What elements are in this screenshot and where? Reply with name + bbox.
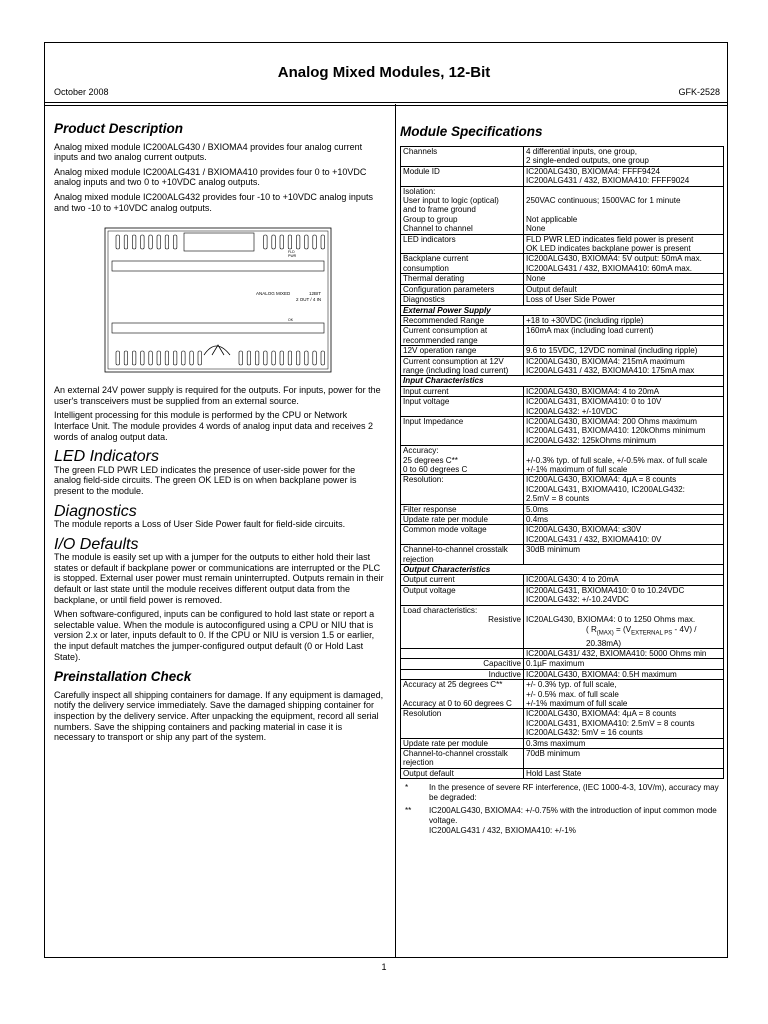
spec-label: Resolution: xyxy=(401,475,524,504)
spec-label: Configuration parameters xyxy=(401,284,524,294)
product-para-1: Analog mixed module IC200ALG430 / BXIOMA4 provides four analog current inputs and two analog current outputs. xyxy=(54,141,363,163)
spec-section-row xyxy=(401,305,724,315)
spec-label: Isolation: User input to logic (optical) and to frame ground Group to group Channel to channel xyxy=(401,186,524,234)
page-number: 1 xyxy=(381,962,387,972)
right-column xyxy=(400,124,726,839)
ok-label: OK xyxy=(288,318,294,323)
diagnostics-text: The module reports a Loss of User Side Power fault for field-side circuits. xyxy=(54,519,346,530)
spec-value-load: IC20ALG430, BXIOMA4: 0 to 1250 Ohms max. ( $R_{(MAX)} = (V_{EXTERNAL PS} - 4V) / 20.38mA$) xyxy=(524,605,724,648)
spec-value: 0.4ms xyxy=(524,515,724,525)
spec-row xyxy=(401,386,724,396)
spec-value: +18 to +30VDC (including ripple) xyxy=(524,315,724,325)
spec-row xyxy=(401,585,724,605)
spec-value: +/-0.3% typ. of full scale, +/-0.5% max. of full scale +/-1% maximum of full scale xyxy=(524,446,724,475)
spec-value: None xyxy=(524,274,724,284)
spec-label: Module ID xyxy=(401,166,524,186)
footnote-text: In the presence of severe RF interference, (IEC 1000-4-3, 10V/m), accuracy may be degraded: xyxy=(429,783,719,802)
inductive-value: IC200ALG430, BXIOMA4: 0.5H maximum xyxy=(524,669,724,679)
spec-label: Update rate per module xyxy=(401,515,524,525)
spec-row xyxy=(401,186,724,234)
spec-value: 9.6 to 15VDC, 12VDC nominal (including ripple) xyxy=(524,346,724,356)
spec-value: IC200ALG430, BXIOMA4: 4 to 20mA xyxy=(524,386,724,396)
spec-value: 250VAC continuous; 1500VAC for 1 minute Not applicable None xyxy=(524,186,724,234)
spec-label: Channel-to-channel crosstalk rejection xyxy=(401,748,524,768)
module-bits-label: 12BIT xyxy=(309,291,322,297)
spec-row xyxy=(401,284,724,294)
spec-label: Output current xyxy=(401,575,524,585)
spec-row xyxy=(401,166,724,186)
spec-label: Recommended Range xyxy=(401,315,524,325)
capacitive-value: 0.1µF maximum xyxy=(524,659,724,669)
footnote-text: IC200ALG430, BXIOMA4: +/-0.75% with the introduction of input common mode voltage. IC200ALG431 / 432, BXIOMA410: +/-1% xyxy=(429,806,717,835)
spec-value: IC200ALG431, BXIOMA410: 0 to 10.24VDC IC200ALG432: +/-10.24VDC xyxy=(524,585,724,605)
spec-value: Loss of User Side Power xyxy=(524,295,724,305)
doc-id: GFK-2528 xyxy=(678,87,720,97)
spec-row-inductive xyxy=(401,669,724,679)
spec-section-title: External Power Supply xyxy=(401,305,724,315)
io-para-1: The module is easily set up with a jumper for the outputs to either hold their last states or default if backplane power or communications are interrupted or the PLC is stopped. External user power must remain uninterrupted. Outputs remain in their default or last state until the module receives different output data from the backplane, or until field power is removed. xyxy=(54,552,384,605)
spec-row xyxy=(401,475,724,504)
spec-row xyxy=(401,768,724,778)
header-rule-2 xyxy=(44,105,728,106)
module-io-label: 2 OUT / 4 IN xyxy=(296,297,322,303)
doc-date: October 2008 xyxy=(54,87,109,97)
diagnostics-heading: Diagnostics xyxy=(54,502,137,520)
preinstall-heading: Preinstallation Check xyxy=(54,669,192,685)
spec-table xyxy=(400,146,724,779)
spec-label: Input Impedance xyxy=(401,416,524,445)
spec-label: Accuracy at 25 degrees C** Accuracy at 0 to 60 degrees C xyxy=(401,680,524,709)
footnote xyxy=(400,783,726,802)
spec-row xyxy=(401,356,724,376)
footnotes xyxy=(400,783,726,835)
spec-row xyxy=(401,346,724,356)
spec-value: 160mA max (including load current) xyxy=(524,326,724,346)
footnote-mark: ** xyxy=(405,806,412,816)
spec-row xyxy=(401,575,724,585)
capacitive-label: Capacitive xyxy=(483,659,521,669)
spec-row xyxy=(401,545,724,565)
spec-value: IC200ALG430, BXIOMA4: 4µA = 8 counts IC200ALG431, BXIOMA410, IC200ALG432: 2.5mV = 8 counts xyxy=(524,475,724,504)
spec-label: 12V operation range xyxy=(401,346,524,356)
spec-value: 30dB minimum xyxy=(524,545,724,565)
spec-value: IC200ALG430, BXIOMA4: 200 Ohms maximum IC200ALG431, BXIOMA410: 120kOhms minimum IC200ALG432: 125kOhms minimum xyxy=(524,416,724,445)
spec-row xyxy=(401,234,724,254)
footnote-mark: * xyxy=(405,783,409,793)
spec-label: Channels xyxy=(401,147,524,167)
spec-label: Update rate per module xyxy=(401,738,524,748)
spec-label: Resolution xyxy=(401,709,524,738)
spec-label: Common mode voltage xyxy=(401,525,524,545)
spec-label: LED indicators xyxy=(401,234,524,254)
spec-value: IC200ALG430: 4 to 20mA xyxy=(524,575,724,585)
spec-label: Current consumption at recommended range xyxy=(401,326,524,346)
left-column xyxy=(54,121,384,747)
io-para-2: When software-configured, inputs can be configured to hold last state or report a selectable value. When the module is autoconfigured using a CPU or NIU that is version 2.x or later, inputs default to 0. If the CPU or NIU is version 1.5 or earlier, the input default matches the jumper-configured output default (0 or Hold Last State). xyxy=(54,609,375,662)
spec-row xyxy=(401,147,724,167)
footnote xyxy=(400,806,726,835)
spec-section-title: Output Characteristics xyxy=(401,565,724,575)
spec-row-load-2 xyxy=(401,648,724,658)
power-para-2: Intelligent processing for this module is performed by the CPU or Network Interface Unit. The module provides 4 words of analog input data and receives 2 words of analog output data. xyxy=(54,410,374,442)
spec-value: 4 differential inputs, one group, 2 single-ended outputs, one group xyxy=(524,147,724,167)
spec-value: Hold Last State xyxy=(524,768,724,778)
spec-value: Output default xyxy=(524,284,724,294)
spec-row xyxy=(401,709,724,738)
spec-label: Thermal derating xyxy=(401,274,524,284)
resistive-label: Resistive xyxy=(488,615,521,625)
spec-label-load: Load characteristics: Resistive xyxy=(401,605,524,648)
spec-row-load xyxy=(401,605,724,648)
column-divider xyxy=(395,104,396,958)
led-heading: LED Indicators xyxy=(54,448,159,466)
spec-label: Accuracy: 25 degrees C** 0 to 60 degrees C xyxy=(401,446,524,475)
module-drawing xyxy=(104,227,332,373)
spec-value: IC200ALG430, BXIOMA4: 4µA = 8 counts IC200ALG431, BXIOMA410: 2.5mV = 8 counts IC200ALG432: 5mV = 16 counts xyxy=(524,709,724,738)
spec-row xyxy=(401,315,724,325)
resistive-formula: ( $R_{(MAX)} = (V_{EXTERNAL PS} - 4V) / 20.38mA$) xyxy=(586,624,697,648)
spec-value: 5.0ms xyxy=(524,504,724,514)
spec-section-row xyxy=(401,376,724,386)
spec-row xyxy=(401,680,724,709)
spec-row xyxy=(401,504,724,514)
spec-row xyxy=(401,397,724,417)
spec-row xyxy=(401,326,724,346)
product-para-2: Analog mixed module IC200ALG431 / BXIOMA410 provides four 0 to +10VDC analog inputs and two 0 to +10VDC analog outputs. xyxy=(54,166,367,188)
inductive-label: Inductive xyxy=(488,669,521,679)
spec-value: IC200ALG430, BXIOMA4: 215mA maximum IC200ALG431 / 432, BXIOMA410: 175mA max xyxy=(524,356,724,376)
spec-row xyxy=(401,515,724,525)
spec-value-load-2: IC200ALG431/ 432, BXIOMA410: 5000 Ohms min xyxy=(524,648,724,658)
fld-pwr-label: FLD PWR xyxy=(288,250,297,259)
spec-label: Backplane current consumption xyxy=(401,254,524,274)
spec-label: Current consumption at 12V range (including load current) xyxy=(401,356,524,376)
page-title: Analog Mixed Modules, 12-Bit xyxy=(277,64,491,81)
spec-label: Channel-to-channel crosstalk rejection xyxy=(401,545,524,565)
spec-row xyxy=(401,446,724,475)
spec-value: 0.3ms maximum xyxy=(524,738,724,748)
spec-section-title: Input Characteristics xyxy=(401,376,724,386)
spec-label: Diagnostics xyxy=(401,295,524,305)
module-name-label: ANALOG MIXED xyxy=(256,291,291,297)
header-rule xyxy=(44,102,728,103)
spec-row xyxy=(401,416,724,445)
spec-row-capacitive xyxy=(401,659,724,669)
spec-row xyxy=(401,748,724,768)
io-defaults-heading: I/O Defaults xyxy=(54,535,139,553)
module-illustration xyxy=(104,227,332,373)
product-heading: Product Description xyxy=(54,121,184,136)
spec-value: IC200ALG430, BXIOMA4: 5V output: 50mA max. IC200ALG431 / 432, BXIOMA410: 60mA max. xyxy=(524,254,724,274)
spec-value: +/- 0.3% typ. of full scale, +/- 0.5% max. of full scale +/-1% maximum of full scale xyxy=(524,680,724,709)
spec-label: Input voltage xyxy=(401,397,524,417)
spec-section-row xyxy=(401,565,724,575)
spec-heading: Module Specifications xyxy=(400,124,543,139)
spec-row xyxy=(401,274,724,284)
spec-value: IC200ALG430, BXIOMA4: ≤30V IC200ALG431 / 432, BXIOMA410: 0V xyxy=(524,525,724,545)
spec-value: 70dB minimum xyxy=(524,748,724,768)
led-text: The green FLD PWR LED indicates the presence of user-side power for the analog field-side circuits. The green OK LED is on when backplane power is present to the module. xyxy=(54,464,357,496)
spec-label: Output voltage xyxy=(401,585,524,605)
spec-value: FLD PWR LED indicates field power is present OK LED indicates backplane power is present xyxy=(524,234,724,254)
spec-row xyxy=(401,295,724,305)
spec-label: Input current xyxy=(401,386,524,396)
spec-label: Output default xyxy=(401,768,524,778)
product-para-3: Analog mixed module IC200ALG432 provides four -10 to +10VDC analog inputs and two -10 to +10VDC analog outputs. xyxy=(54,191,373,213)
spec-row xyxy=(401,254,724,274)
spec-label: Filter response xyxy=(401,504,524,514)
preinstall-text: Carefully inspect all shipping containers for damage. If any equipment is damaged, notify the delivery service immediately. Save the damaged shipping container for inspection by the delivery service. After unpacking the equipment, record all serial numbers. Save the shipping containers and packing material in case it is necessary to transport or ship any part of the system. xyxy=(54,689,384,743)
spec-value: IC200ALG431, BXIOMA410: 0 to 10V IC200ALG432: +/-10VDC xyxy=(524,397,724,417)
spec-row xyxy=(401,525,724,545)
spec-row xyxy=(401,738,724,748)
spec-value: IC200ALG430, BXIOMA4: FFFF9424 IC200ALG431 / 432, BXIOMA410: FFFF9024 xyxy=(524,166,724,186)
power-para-1: An external 24V power supply is required for the outputs. For inputs, power for the user's transceivers must be supplied from an external source. xyxy=(54,385,381,406)
